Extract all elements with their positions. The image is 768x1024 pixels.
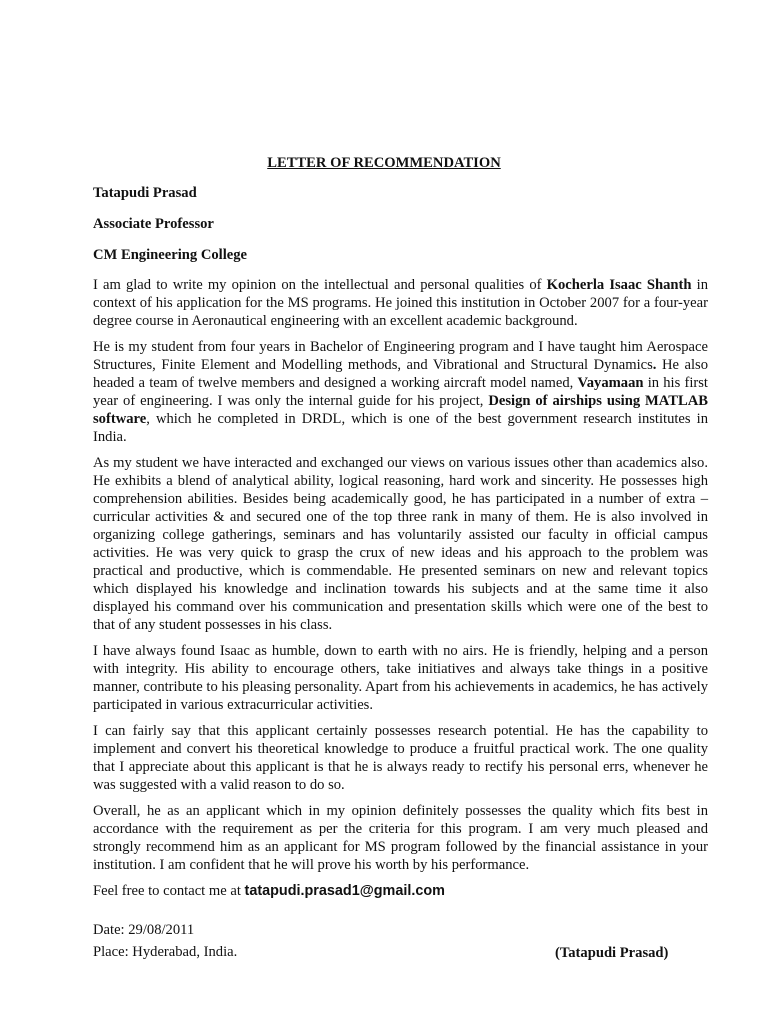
paragraph-recommendation: Overall, he as an applicant which in my opinion definitely possesses the quality which fits best in accordance with the requirement as per the criteria for this program. I am very much pleased and strongly recommend him as an applicant for MS program followed by the financial assistance in your institution. I am confident that he will prove his worth by his performance. (93, 803, 708, 873)
letter-place: Place: Hyderabad, India. (93, 944, 238, 960)
paragraph-research: I can fairly say that this applicant certainly possesses research potential. He has the capability to implement and convert his theoretical knowledge to produce a fruitful practical work. The one quality that I appreciate about this applicant is that he is always ready to rectify his personal errs, whenever he was suggested with a valid reason to do so. (93, 723, 708, 793)
paragraph-teaching (93, 338, 708, 446)
project-title: Design of airships using MATLAB software (93, 393, 708, 427)
author-institution: CM Engineering College (93, 247, 248, 263)
paragraph-contact (93, 882, 708, 900)
author-name: Tatapudi Prasad (93, 185, 197, 201)
applicant-name: Kocherla Isaac Shanth (546, 277, 692, 293)
p1-text: I am glad to write my opinion on the intellectual and personal qualities of (93, 277, 547, 293)
p2-text-end: , which he completed in DRDL, which is one of the best government research institutes in India. (93, 411, 708, 445)
letter-body (93, 276, 708, 908)
paragraph-interaction: As my student we have interacted and exchanged our views on various issues other than academics also. He exhibits a blend of analytical ability, logical reasoning, hard work and sincerity. He possesses high comprehension abilities. Besides being academically good, he has participated in a number of extra – curricular activities & and secured one of the top three rank in many of them. He is also involved in organizing college gatherings, seminars and has voluntarily assisted our faculty in official campus activities. He was very quick to grasp the crux of new ideas and his approach to the problem was practical and productive, which is commendable. He presented seminars on new and relevant topics which displayed his knowledge and inclination towards his subjects and at the same time it also displayed his command over his communication and presentation skills which were one of the best to that of any student possesses in his class. (93, 455, 708, 633)
contact-email[interactable]: tatapudi.prasad1@gmail.com (244, 883, 445, 899)
p2-text-3: in his first year of engineering. I was only the internal guide for his project, (93, 375, 708, 409)
contact-text: Feel free to contact me at (93, 883, 245, 899)
footer-details (93, 921, 237, 965)
author-position: Associate Professor (93, 216, 214, 232)
letter-title: LETTER OF RECOMMENDATION (267, 155, 501, 171)
p2-text: He is my student from four years in Bachelor of Engineering program and I have taught him Aerospace Structures, Finite Element and Modelling methods, and Vibrational and Structural Dynamics (93, 339, 708, 373)
p2-text-2: He also headed a team of twelve members and designed a working aircraft model named, (93, 357, 709, 391)
p1-text-end: in context of his application for the MS programs. He joined this institution in October 2007 for a four-year degree course in Aeronautical engineering with an excellent academic background. (93, 277, 709, 329)
signature: (Tatapudi Prasad) (555, 945, 669, 961)
paragraph-intro (93, 276, 708, 330)
letter-date: Date: 29/08/2011 (93, 922, 195, 938)
project-name: Vayamaan (577, 375, 644, 391)
p2-bold-period: . (652, 357, 657, 373)
paragraph-personality: I have always found Isaac as humble, down to earth with no airs. He is friendly, helping and a person with integrity. His ability to encourage others, take initiatives and always take things in a positive manner, contribute to his pleasing personality. Apart from his achievements in academics, he has actively participated in various extracurricular activities. (93, 643, 708, 713)
